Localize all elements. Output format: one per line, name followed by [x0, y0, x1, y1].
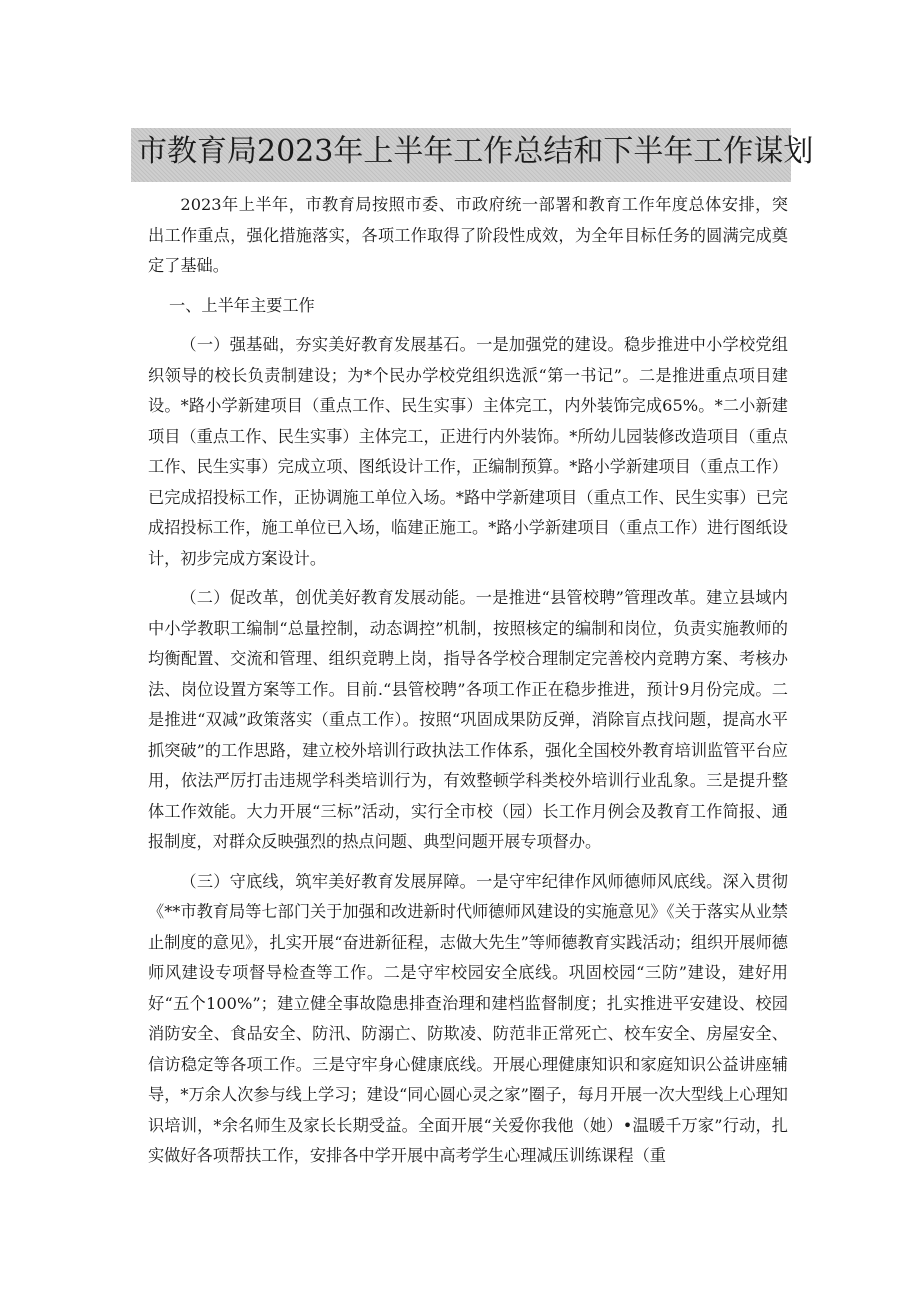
paragraph-2: （二）促改革，创优美好教育发展动能。一是推进“县管校聘”管理改革。建立县域内中小学教职工编制“总量控制，动态调控”机制，按照核定的编制和岗位，负责实施教师的均衡配置、交流和管理、组织竞聘上岗，指导各学校合理制定完善校内竞聘方案、考核办法、岗位设置方案等工作。目前.“县管校聘”各项工作正在稳步推进，预计9月份完成。二是推进“双减”政策落实（重点工作）。按照“巩固成果防反弹，消除盲点找问题，提高水平抓突破”的工作思路，建立校外培训行政执法工作体系，强化全国校外教育培训监管平台应用，依法严厉打击违规学科类培训行为，有效整顿学科类校外培训行业乱象。三是提升整体工作效能。大力开展“三标”活动，实行全市校（园）长工作月例会及教育工作简报、通报制度，对群众反映强烈的热点问题、典型问题开展专项督办。 [148, 588, 788, 851]
document-body [148, 190, 788, 1172]
paragraph-3: （三）守底线，筑牢美好教育发展屏障。一是守牢纪律作风师德师风底线。深入贯彻《**市教育局等七部门关于加强和改进新时代师德师风建设的实施意见》《关于落实从业禁止制度的意见》，扎实开展“奋进新征程，志做大先生”等师德教育实践活动；组织开展师德师风建设专项督导检查等工作。二是守牢校园安全底线。巩固校园“三防”建设，建好用好“五个100%”；建立健全事故隐患排查治理和建档监督制度；扎实推进平安建设、校园消防安全、食品安全、防汛、防溺亡、防欺凌、防范非正常死亡、校车安全、房屋安全、信访稳定等各项工作。三是守牢身心健康底线。开展心理健康知识和家庭知识公益讲座辅导，*万余人次参与线上学习；建设“同心圆心灵之家”圈子，每月开展一次大型线上心理知识培训，*余名师生及家长长期受益。全面开展“关爱你我他（她）•温暖千万家”行动，扎实做好各项帮扶工作，安排各中学开展中高考学生心理减压训练课程（重 [148, 871, 788, 1165]
intro-paragraph: 2023年上半年，市教育局按照市委、市政府统一部署和教育工作年度总体安排，突出工作重点，强化措施落实，各项工作取得了阶段性成效，为全年目标任务的圆满完成奠定了基础。 [148, 195, 788, 275]
document-title: 市教育局2023年上半年工作总结和下半年工作谋划 [137, 134, 814, 169]
paragraph-1: （一）强基础，夯实美好教育发展基石。一是加强党的建设。稳步推进中小学校党组织领导的校长负责制建设；为*个民办学校党组织选派“第一书记”。二是推进重点项目建设。*路小学新建项目（重点工作、民生实事）主体完工，内外装饰完成65%。*二小新建项目（重点工作、民生实事）主体完工，正进行内外装饰。*所幼儿园装修改造项目（重点工作、民生实事）完成立项、图纸设计工作，正编制预算。*路小学新建项目（重点工作）已完成招投标工作，正协调施工单位入场。*路中学新建项目（重点工作、民生实事）已完成招投标工作，施工单位已入场，临建正施工。*路小学新建项目（重点工作）进行图纸设计，初步完成方案设计。 [148, 335, 788, 568]
section-heading: 一、上半年主要工作 [169, 295, 315, 315]
